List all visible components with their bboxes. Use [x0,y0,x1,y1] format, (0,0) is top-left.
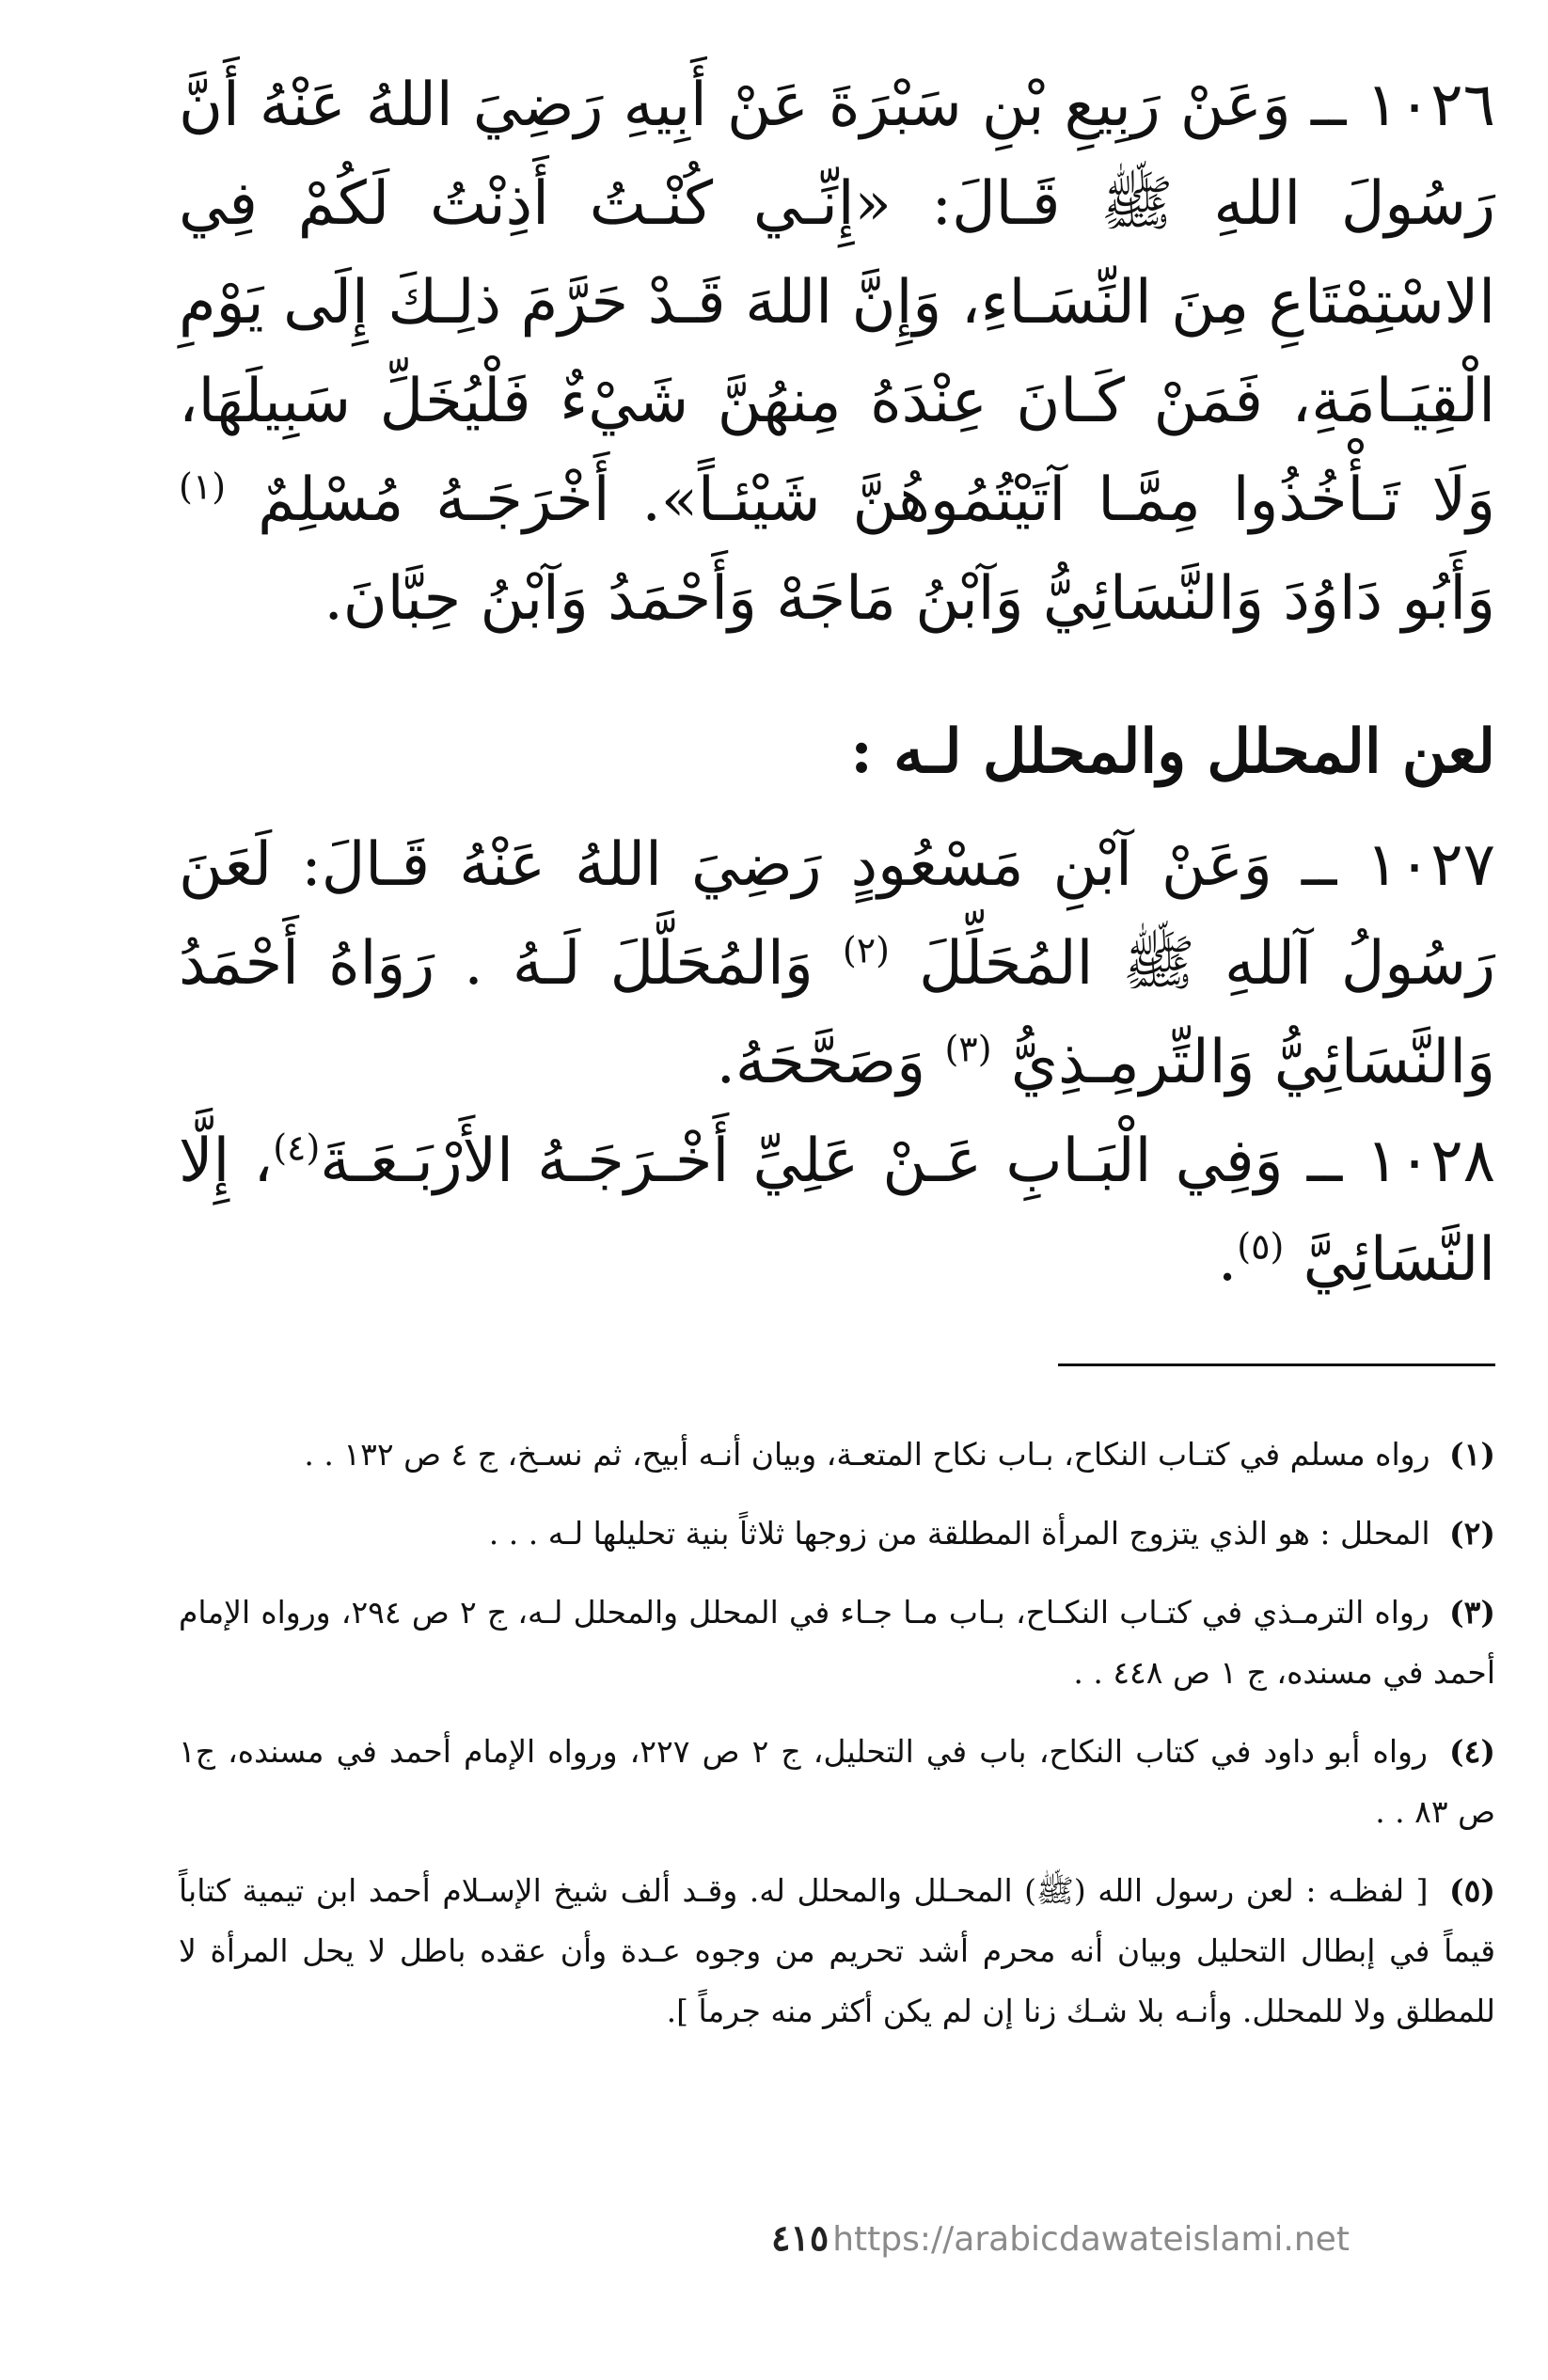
hadith-line: ، إِلَّا [179,1127,274,1196]
footnote-5 [179,1861,1495,2041]
footnote-line: عقده باطل لا يحل المرأة لا للمطلق ولا للمحلل. وأنـه بلا شـك زنا إن لم يكن أكثر [179,1932,1495,2029]
footnote-line: المحلل : هو الذي يتزوج المرأة المطلقة من زوجها ثلاثاً بنية تحليلها لـه . . . [488,1515,1430,1552]
hadith-line: ١٠٢٦ ــ وَعَنْ رَبِيعِ بْنِ سَبْرَةَ عَنْ أَبِيهِ رَضِيَ اللهُ عَنْهُ أَنَّ رَسُولَ [179,71,1495,239]
hadith-1026 [179,56,1495,649]
hadith-line: وَإِنَّ اللهَ قَـدْ حَرَّمَ ذلِـكَ إِلَى يَوْمِ الْقِيَـامَةِ، فَمَنْ كَـانَ عِنْدَهُ مِنهُنَّ شَيْءٌ [179,268,1496,436]
footnote-ref-4[interactable]: (٤) [273,1127,321,1169]
footnotes [179,1425,1495,2060]
footnote-line: في مسنده، ج١ ص ٨٣ . . [179,1733,1495,1830]
hadith-line: وَصَحَّحَهُ. [716,1028,926,1097]
footnote-marker: (٢) [1449,1515,1495,1552]
hadith-line: ١٠٢٨ ــ وَفِي الْبَـابِ عَـنْ عَلِيِّ أَخْـرَجَـهُ الأَرْبَـعَـةَ [320,1127,1496,1196]
footnote-line: ص ١٣٢ . . [304,1436,441,1473]
footnote-line: رواه أبو داود في كتاب النكاح، باب في التحليل، ج ٢ ص ٢٢٧، ورواه الإمام أحمد [388,1733,1428,1770]
footnote-marker: (٤) [1449,1733,1495,1770]
footnote-line: [ لفظـه : لعن رسول الله (ﷺ) المحـلل والمحلل له. وقـد ألف شيخ الإسـلام أحمد [368,1872,1429,1909]
footnote-1 [179,1425,1495,1485]
hadith-line: اللهِ ﷺ قَـالَ: «إِنِّـي كُنْـتُ أَذِنْتُ لَكُمْ فِي الاسْتِمْتَاعِ مِنَ النِّسَـاءِ، [179,169,1496,338]
footnote-2 [179,1504,1495,1564]
hadith-1027 [179,816,1495,1112]
footnote-3 [179,1583,1495,1703]
hadith-line: . [1217,1225,1238,1295]
footnote-marker: (٣) [1449,1594,1495,1631]
footnote-marker: (١) [1449,1436,1495,1473]
footnote-ref-2[interactable]: (٢) [842,929,890,971]
footnote-divider [1058,1363,1495,1366]
section-heading: لعن المحلل والمحلل لـه : [850,717,1495,787]
footnote-4 [179,1722,1495,1842]
footnote-ref-3[interactable]: (٣) [944,1028,992,1070]
footnote-marker: (٥) [1449,1872,1495,1909]
hadith-1028 [179,1112,1495,1310]
footnote-line: ص ٢٩٤، ورواه الإمام أحمد في مسنده، ج ١ ص ٤٤٨ . . [179,1594,1495,1691]
footnote-line: ابن تيمية كتاباً قيماً في إبطال التحليل وبيان أنه محرم أشد تحريم من وجوه عـدة وأن [179,1872,1495,1969]
footnote-line: رواه مسلم في كتـاب النكاح، بـاب نكاح المتعـة، وبيان أنـه أبيح، ثم نسـخ، ج ٤ [450,1436,1430,1473]
footnote-line: منه جرماً ]. [666,1993,813,2029]
hadith-line: فَلْيُخَلِّ سَبِيلَهَا، وَلَا تَـأْخُذُوا مِمَّـا آتَيْتُمُوهُنَّ شَيْئـاً». أَخْرَجَـهُ مُسْلِمٌ [179,367,1495,535]
page-number: ٤١٥ [771,2216,829,2259]
footnote-line: رواه الترمـذي في كتـاب النكـاح، بـاب مـا جـاء في المحلل والمحلل لـه، ج ٢ [459,1594,1430,1631]
footnote-ref-5[interactable]: (٥) [1237,1225,1285,1268]
hadith-line: ﷺ المُحَلِّلَ [919,929,1195,999]
hadith-line: النَّسَائِيَّ [1303,1225,1495,1295]
footnote-ref-1[interactable]: (١) [179,465,227,508]
hadith-line: ١٠٢٧ ــ وَعَنْ آبْنِ مَسْعُودٍ رَضِيَ اللهُ عَنْهُ قَـالَ: لَعَنَ رَسُولُ آللهِ [179,830,1496,999]
main-text [179,56,1495,1310]
hadith-line: وَالمُحَلَّلَ لَـهُ . رَوَاهُ أَحْمَدُ وَالنَّسَائِيُّ وَالتِّرمِـذِيُّ [179,929,1495,1097]
watermark-link[interactable]: https://arabicdawateislami.net [832,2220,1350,2259]
hadith-line: وَأَبُو دَاوُدَ وَالنَّسَائِيُّ وَآبْنُ مَاجَهْ وَأَحْمَدُ وَآبْنُ حِبَّانَ. [324,564,1495,634]
page-footer [771,2210,1486,2266]
